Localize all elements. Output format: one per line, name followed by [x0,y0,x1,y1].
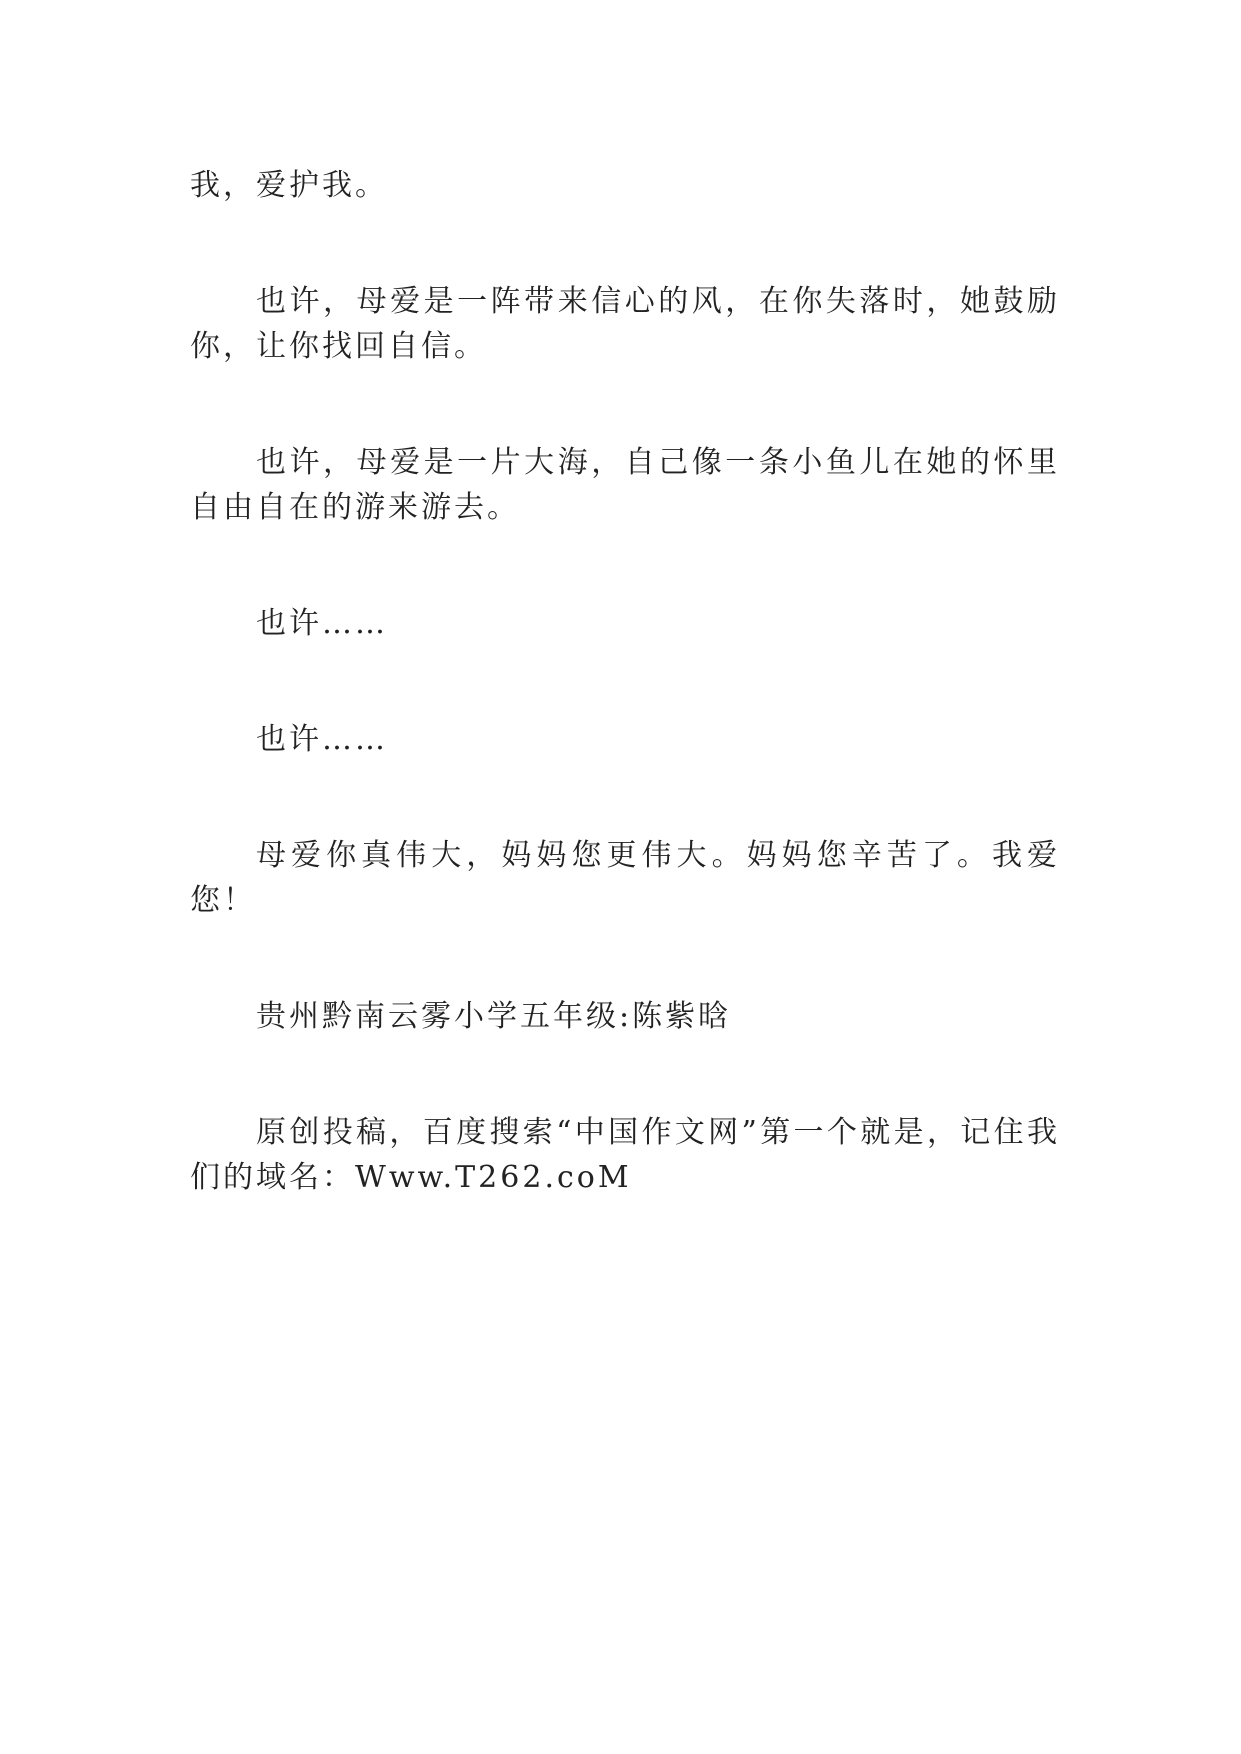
paragraph-ellipsis-1: 也许…… [256,606,388,641]
paragraph-conclusion: 母爱你真伟大，妈妈您更伟大。妈妈您辛苦了。我爱您！ [190,838,1060,918]
paragraph-source-note: 原创投稿，百度搜索“中国作文网”第一个就是，记住我们的域名：Www.T262.coM [190,1115,1060,1195]
paragraph-sea: 也许，母爱是一片大海，自己像一条小鱼儿在她的怀里自由自在的游来游去。 [190,445,1060,525]
paragraph-continuation: 我，爱护我。 [190,168,388,203]
paragraph-ellipsis-2: 也许…… [256,722,388,757]
paragraph-author: 贵州黔南云雾小学五年级:陈紫晗 [256,999,732,1034]
paragraph-wind: 也许，母爱是一阵带来信心的风，在你失落时，她鼓励你，让你找回自信。 [190,284,1060,364]
document-body [190,163,1060,1200]
